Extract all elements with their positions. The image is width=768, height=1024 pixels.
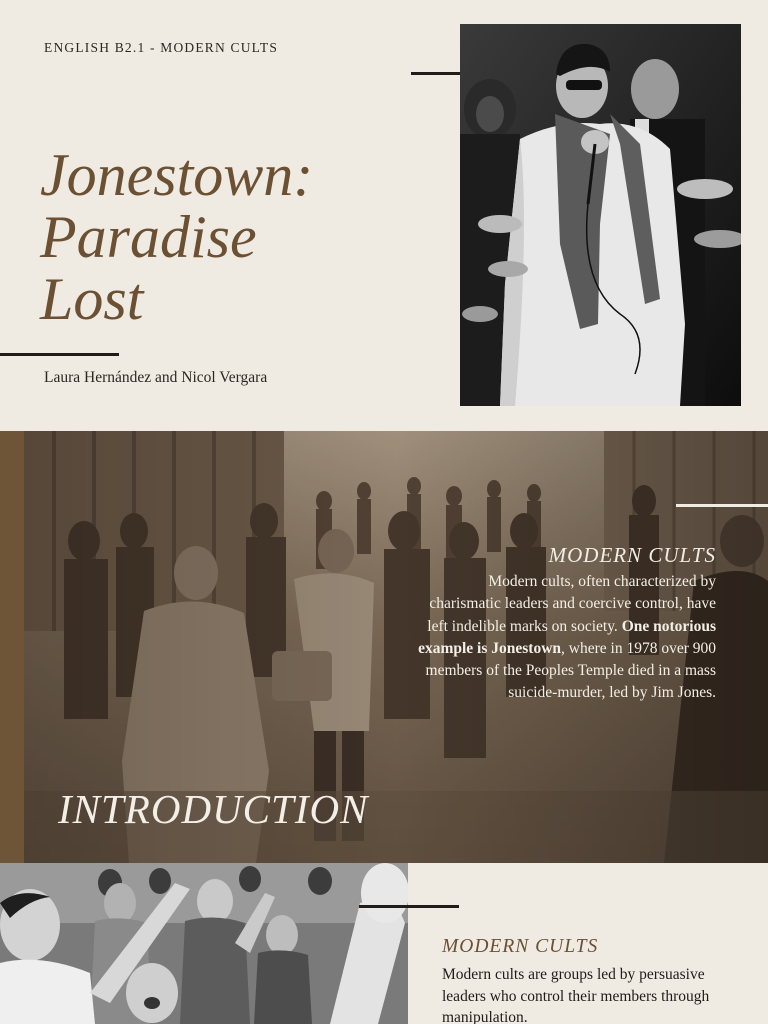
divider-rule [411,72,461,75]
authors-line: Laura Hernández and Nicol Vergara [44,369,268,386]
intro-paragraph [416,571,716,705]
title-line-1: Jonestown: [40,142,314,208]
intro-text-part-2: , where in 1978 over 900 members of the Peoples Temple died in a mass suicide-murder, led by Jim Jones. [425,639,716,702]
worship-crowd-image [0,863,408,1024]
jim-jones-image [460,24,741,406]
intro-heading: MODERN CULTS [548,543,716,567]
course-label: ENGLISH B2.1 - MODERN CULTS [44,40,279,55]
accent-sidebar [0,431,24,863]
divider-rule [359,905,459,908]
intro-text-bold: One notorious example is Jonestown [418,617,716,657]
title-line-2: Paradise [40,204,257,270]
jim-jones-photo [460,24,741,406]
modern-cults-paragraph: Modern cults are groups led by persuasive leaders who control their members through manipulation. [442,966,710,1024]
intro-text-part-1: Modern cults, often characterized by charismatic leaders and coercive control, have left indelible marks on society. [427,573,716,635]
modern-cults-heading: MODERN CULTS [442,936,599,957]
title-section [0,0,768,431]
divider-rule [0,353,119,356]
title-line-3: Lost [40,266,144,332]
section-title: INTRODUCTION [58,786,369,832]
worship-crowd-photo [0,863,408,1024]
page-title [40,144,313,330]
introduction-section [0,431,768,863]
modern-cults-section [0,863,768,1024]
divider-rule [676,504,768,507]
